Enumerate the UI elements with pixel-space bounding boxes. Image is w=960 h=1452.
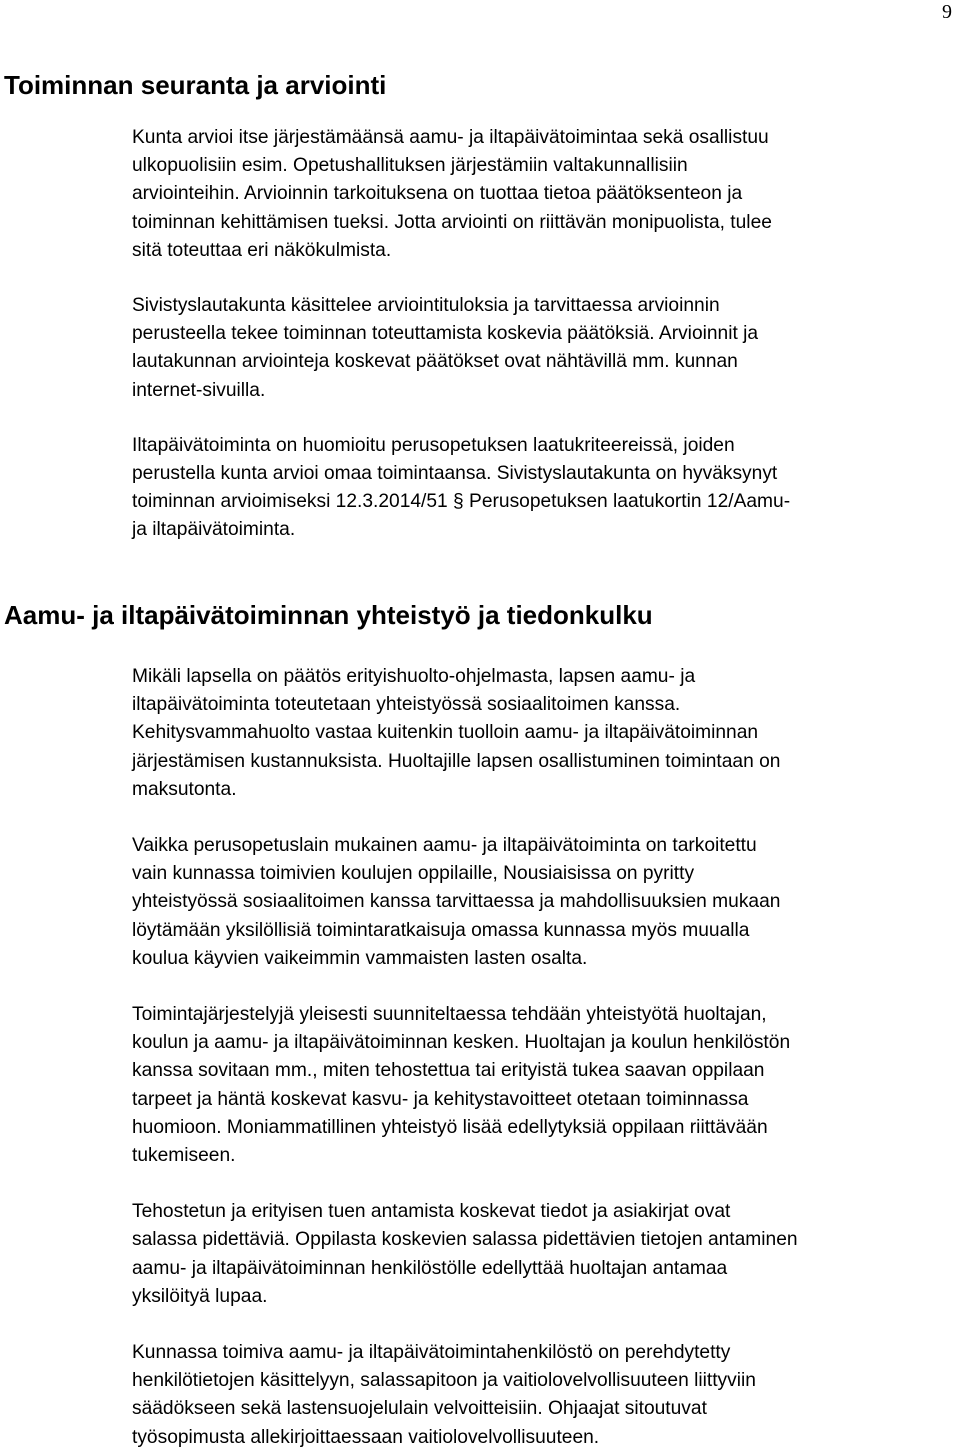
paragraph: Kunta arvioi itse järjestämäänsä aamu- ja iltapäivätoimintaa sekä osallistuu ulkopuolisiin esim. Opetushallituksen järjestämiin valtakunnallisiin arviointeihin. Arvioinnin tarkoituksena on tuottaa tietoa päätöksenteon ja toiminnan kehittämisen tueksi. Jotta arviointi on riittävän monipuolista, tulee sitä toteuttaa eri näkökulmista. — [132, 127, 772, 261]
paragraph: Sivistyslautakunta käsittelee arviointituloksia ja tarvittaessa arvioinnin perusteella tekee toiminnan toteuttamista koskevia päätöksiä. Arvioinnit ja lautakunnan arviointeja koskevat päätökset ovat nähtävillä mm. kunnan internet-sivuilla. — [132, 295, 759, 401]
section-heading: Aamu- ja iltapäivätoiminnan yhteistyö ja tiedonkulku — [4, 600, 653, 630]
section-evaluation — [0, 70, 960, 545]
section-cooperation — [0, 600, 960, 1452]
paragraph: Mikäli lapsella on päätös erityishuolto-ohjelmasta, lapsen aamu- ja iltapäivätoiminta toteutetaan yhteistyössä sosiaalitoimen kanssa. Kehitysvammahuolto vastaa kuitenkin tuolloin aamu- ja iltapäivätoiminnan järjestämisen kustannuksista. Huoltajille lapsen osallistuminen toimintaan on maksutonta. — [132, 666, 781, 800]
section-heading: Toiminnan seuranta ja arviointi — [4, 70, 387, 100]
page-number: 9 — [942, 1, 952, 23]
paragraph: Tehostetun ja erityisen tuen antamista koskevat tiedot ja asiakirjat ovat salassa pidettäviä. Oppilasta koskevien salassa pidettävien tietojen antaminen aamu- ja iltapäivätoiminnan henkilöstölle edellyttää huoltajan antamaa yksilöityä lupaa. — [132, 1201, 798, 1307]
paragraph: Toimintajärjestelyjä yleisesti suunniteltaessa tehdään yhteistyötä huoltajan, koulun ja aamu- ja iltapäivätoiminnan kesken. Huoltajan ja koulun henkilöstön kanssa sovitaan mm., miten tehostettua tai erityistä tukea saavan oppilaan tarpeet ja häntä koskevat kasvu- ja kehitystavoitteet otetaan toiminnassa huomioon. Moniammatillinen yhteistyö lisää edellytyksiä oppilaan riittävään tukemiseen. — [132, 1004, 791, 1167]
paragraph: Kunnassa toimiva aamu- ja iltapäivätoimintahenkilöstö on perehdytetty henkilötietojen käsittelyyn, salassapitoon ja vaitiolovelvollisuuteen liittyviin säädökseen sekä lastensuojelulain velvoitteisiin. Ohjaajat sitoutuvat työsopimusta allekirjoittaessaan vaitiolovelvollisuuteen. — [132, 1342, 756, 1448]
paragraph: Iltapäivätoiminta on huomioitu perusopetuksen laatukriteereissä, joiden perustella kunta arvioi omaa toimintaansa. Sivistyslautakunta on hyväksynyt toiminnan arvioimiseksi 12.3.2014/51 § Perusopetuksen laatukortin 12/Aamu- ja iltapäivätoiminta. — [132, 434, 791, 541]
paragraph: Vaikka perusopetuslain mukainen aamu- ja iltapäivätoiminta on tarkoitettu vain kunnassa toimivien koulujen oppilaille, Nousiaisissa on pyritty yhteistyössä sosiaalitoimen kanssa tarvittaessa ja mahdollisuuksien mukaan löytämään yksilöllisiä toimintaratkaisuja omassa kunnassa myös muualla koulua käyvien vaikeimmin vammaisten lasten osalta. — [132, 835, 781, 969]
